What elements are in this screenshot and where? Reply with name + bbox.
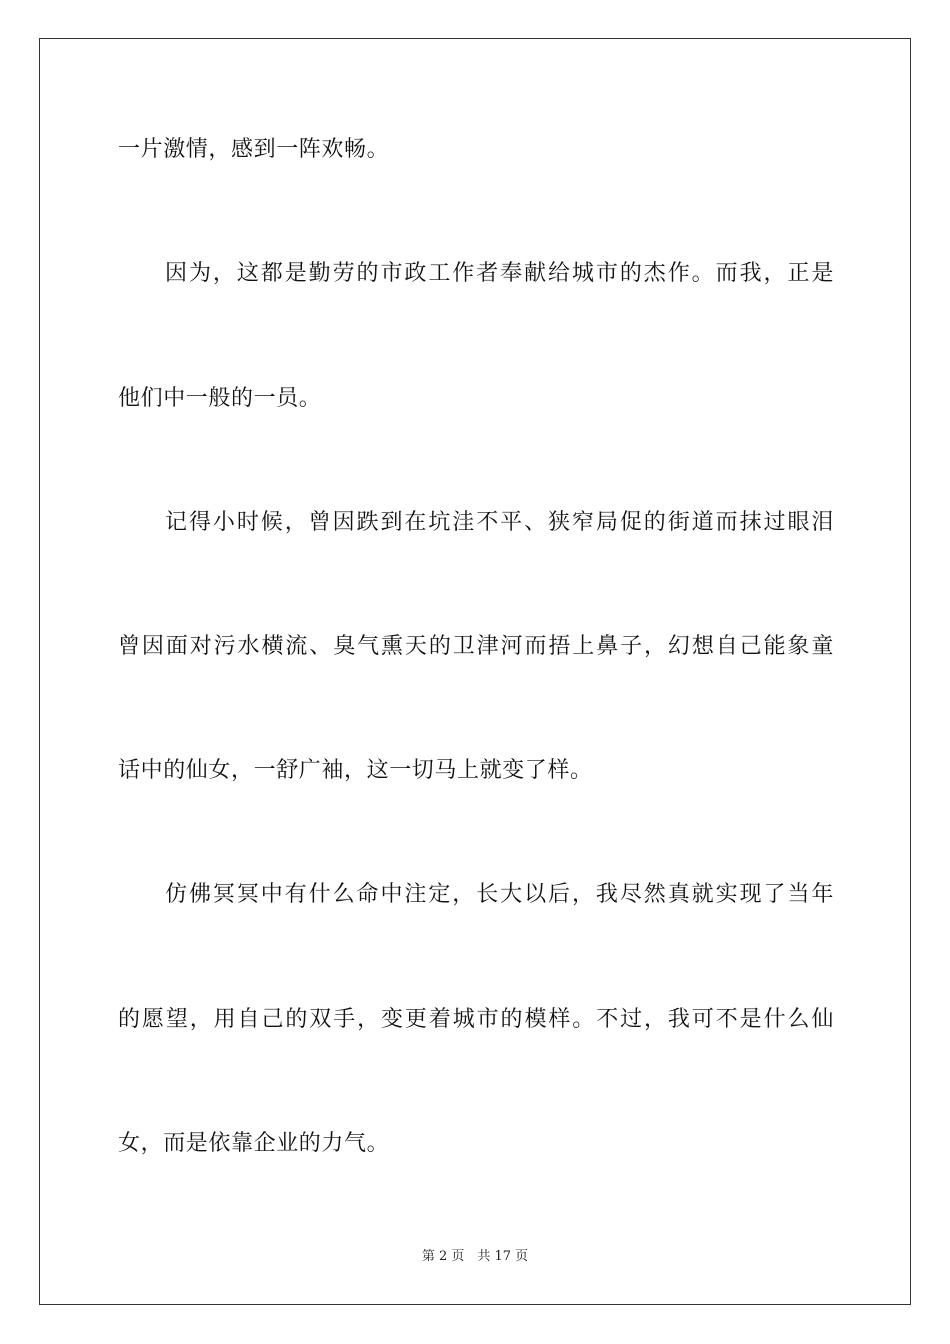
text-line: 因为，这都是勤劳的市政工作者奉献给城市的杰作。而我，正是 [165,261,834,286]
text-line: 曾因面对污水横流、臭气熏天的卫津河而捂上鼻子，幻想自己能象童 [118,634,834,659]
page-number: 第 2 页 共 17 页 [421,1249,529,1264]
text-line: 仿佛冥冥中有什么命中注定，长大以后，我尽然真就实现了当年 [165,882,834,907]
text-line: 的愿望，用自己的双手，变更着城市的模样。不过，我可不是什么仙 [118,1007,834,1032]
text-line: 话中的仙女，一舒广袖，这一切马上就变了样。 [118,758,593,783]
text-line: 记得小时候，曾因跌到在坑洼不平、狭窄局促的街道而抹过眼泪 [165,510,834,535]
text-line: 女，而是依靠企业的力气。 [118,1131,390,1156]
text-line: 他们中一般的一员。 [118,386,322,411]
page-frame [39,38,911,1305]
text-line: 一片激情，感到一阵欢畅。 [118,137,390,162]
